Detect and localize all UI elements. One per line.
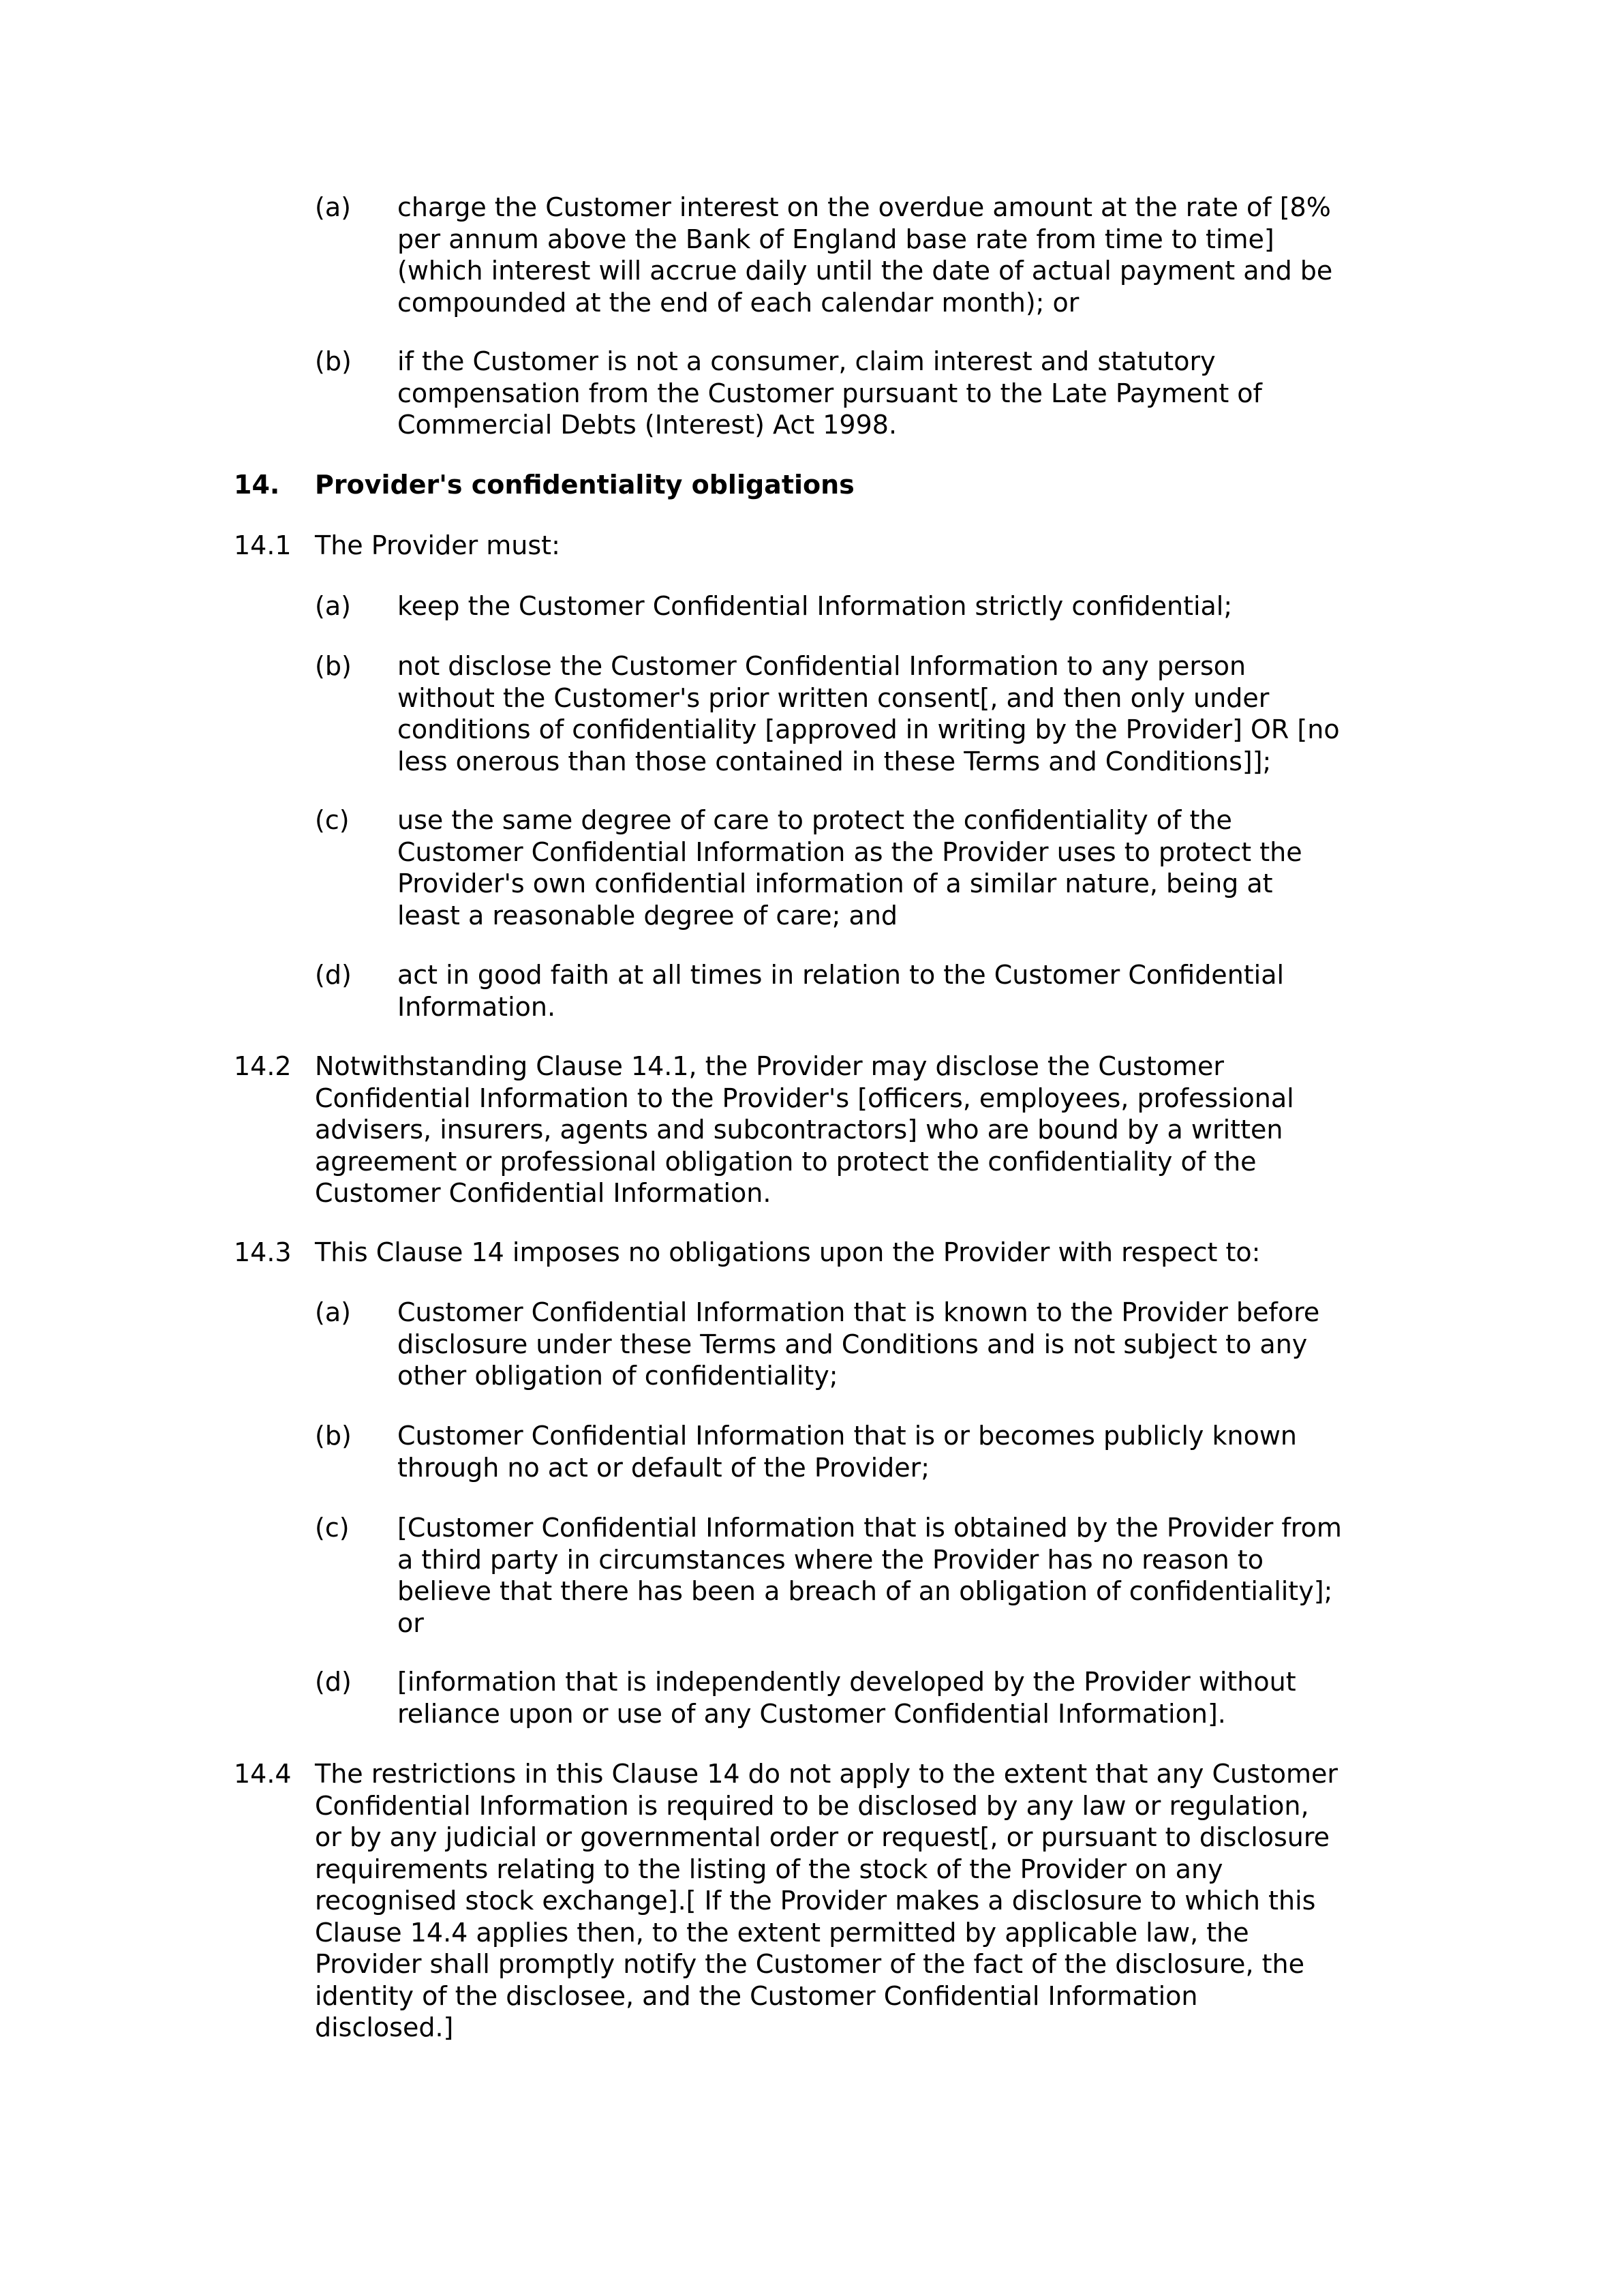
text-line: if the Customer is not a consumer, claim interest and statutory [397, 346, 1216, 376]
clause-14-2-number: 14.2 [234, 1051, 292, 1081]
text-line: [information that is independently developed by the Provider without [397, 1667, 1296, 1697]
text-line: Provider shall promptly notify the Customer of the fact of the disclosure, the [315, 1949, 1304, 1979]
text-line: Customer Confidential Information that is or becomes publicly known [397, 1421, 1297, 1451]
clause-14-4-text [315, 1758, 1338, 2044]
clause-14-1-item-a-text: keep the Customer Confidential Information strictly confidential; [397, 591, 1233, 621]
clause-14-3-item-a-text [397, 1297, 1319, 1392]
clause-14-1-item-b-marker: (b) [315, 651, 352, 681]
text-line: without the Customer's prior written consent[, and then only under [397, 682, 1270, 713]
text-line: Provider's own confidential information of a similar nature, being at [397, 868, 1273, 898]
clause-14-3-item-c-text [397, 1512, 1342, 1639]
clause-14-3-item-c-marker: (c) [315, 1513, 350, 1543]
text-line: Customer Confidential Information that is known to the Provider before [397, 1297, 1320, 1327]
clause-14-1-item-d-marker: (d) [315, 960, 352, 990]
clause-14-3-text: This Clause 14 imposes no obligations upon the Provider with respect to: [315, 1237, 1261, 1267]
clause-14-2-text [315, 1051, 1294, 1209]
text-line: compensation from the Customer pursuant to the Late Payment of [397, 378, 1262, 408]
text-line: disclosed.] [315, 2012, 454, 2042]
clause-14-4-number: 14.4 [234, 1759, 292, 1789]
clause-14-3-item-b-marker: (b) [315, 1421, 352, 1451]
clause-14-1-item-d-text [397, 959, 1284, 1023]
text-line: disclosure under these Terms and Conditions and is not subject to any [397, 1329, 1308, 1359]
text-line: charge the Customer interest on the overdue amount at the rate of [8% [397, 192, 1331, 222]
clause-14-3-number: 14.3 [234, 1237, 292, 1267]
text-line: agreement or professional obligation to protect the confidentiality of the [315, 1146, 1257, 1177]
text-line: conditions of confidentiality [approved in writing by the Provider] OR [no [397, 714, 1340, 744]
text-line: a third party in circumstances where the Provider has no reason to [397, 1544, 1264, 1575]
clause-14-3-item-a-marker: (a) [315, 1297, 351, 1327]
clause-14-1-item-b-text [397, 650, 1340, 777]
text-line: identity of the disclosee, and the Customer Confidential Information [315, 1980, 1198, 2011]
text-line: through no act or default of the Provider; [397, 1452, 930, 1483]
clause-14-1-item-a-marker: (a) [315, 591, 351, 621]
text-line: believe that there has been a breach of an obligation of confidentiality]; [397, 1576, 1333, 1606]
text-line: Notwithstanding Clause 14.1, the Provider may disclose the Customer [315, 1051, 1225, 1081]
clause-14-3-item-d-marker: (d) [315, 1667, 352, 1697]
text-line: [Customer Confidential Information that is obtained by the Provider from [397, 1513, 1342, 1543]
clause-14-1-number: 14.1 [234, 530, 292, 560]
text-line: act in good faith at all times in relation to the Customer Confidential [397, 960, 1285, 990]
text-line: Commercial Debts (Interest) Act 1998. [397, 410, 898, 440]
text-line: Clause 14.4 applies then, to the extent permitted by applicable law, the [315, 1917, 1249, 1948]
clause-14-1-item-c-marker: (c) [315, 805, 350, 835]
text-line: Information. [397, 991, 556, 1022]
clause-14-3-item-d-text [397, 1666, 1296, 1729]
text-line: not disclose the Customer Confidential Information to any person [397, 651, 1246, 681]
intro-item-b-text [397, 346, 1262, 441]
text-line: Confidential Information is required to be disclosed by any law or regulation, [315, 1790, 1309, 1821]
text-line: less onerous than those contained in these Terms and Conditions]]; [397, 746, 1272, 776]
text-line: or [397, 1607, 424, 1638]
text-line: Confidential Information to the Provider's [officers, employees, professional [315, 1083, 1294, 1113]
text-line: Customer Confidential Information as the Provider uses to protect the [397, 836, 1302, 867]
intro-item-a-text [397, 192, 1332, 318]
intro-item-b-marker: (b) [315, 346, 352, 376]
section-title: Provider's confidentiality obligations [315, 470, 855, 500]
section-number: 14. [234, 470, 280, 500]
text-line: per annum above the Bank of England base rate from time to time] [397, 224, 1274, 254]
text-line: recognised stock exchange].[ If the Provider makes a disclosure to which this [315, 1886, 1316, 1916]
clause-14-3-item-b-text [397, 1420, 1297, 1483]
text-line: use the same degree of care to protect the confidentiality of the [397, 805, 1232, 835]
clause-14-1-item-c-text [397, 804, 1302, 931]
text-line: The restrictions in this Clause 14 do not apply to the extent that any Customer [315, 1759, 1338, 1789]
intro-item-a-marker: (a) [315, 192, 351, 222]
text-line: requirements relating to the listing of the stock of the Provider on any [315, 1854, 1223, 1884]
text-line: compounded at the end of each calendar month); or [397, 287, 1080, 318]
text-line: Customer Confidential Information. [315, 1178, 771, 1208]
text-line: least a reasonable degree of care; and [397, 900, 898, 931]
text-line: advisers, insurers, agents and subcontractors] who are bound by a written [315, 1115, 1283, 1145]
text-line: reliance upon or use of any Customer Confidential Information]. [397, 1698, 1226, 1729]
text-line: or by any judicial or governmental order or request[, or pursuant to disclosure [315, 1822, 1330, 1852]
text-line: (which interest will accrue daily until the date of actual payment and be [397, 256, 1333, 286]
text-line: other obligation of confidentiality; [397, 1361, 838, 1391]
clause-14-1-text: The Provider must: [315, 530, 560, 560]
